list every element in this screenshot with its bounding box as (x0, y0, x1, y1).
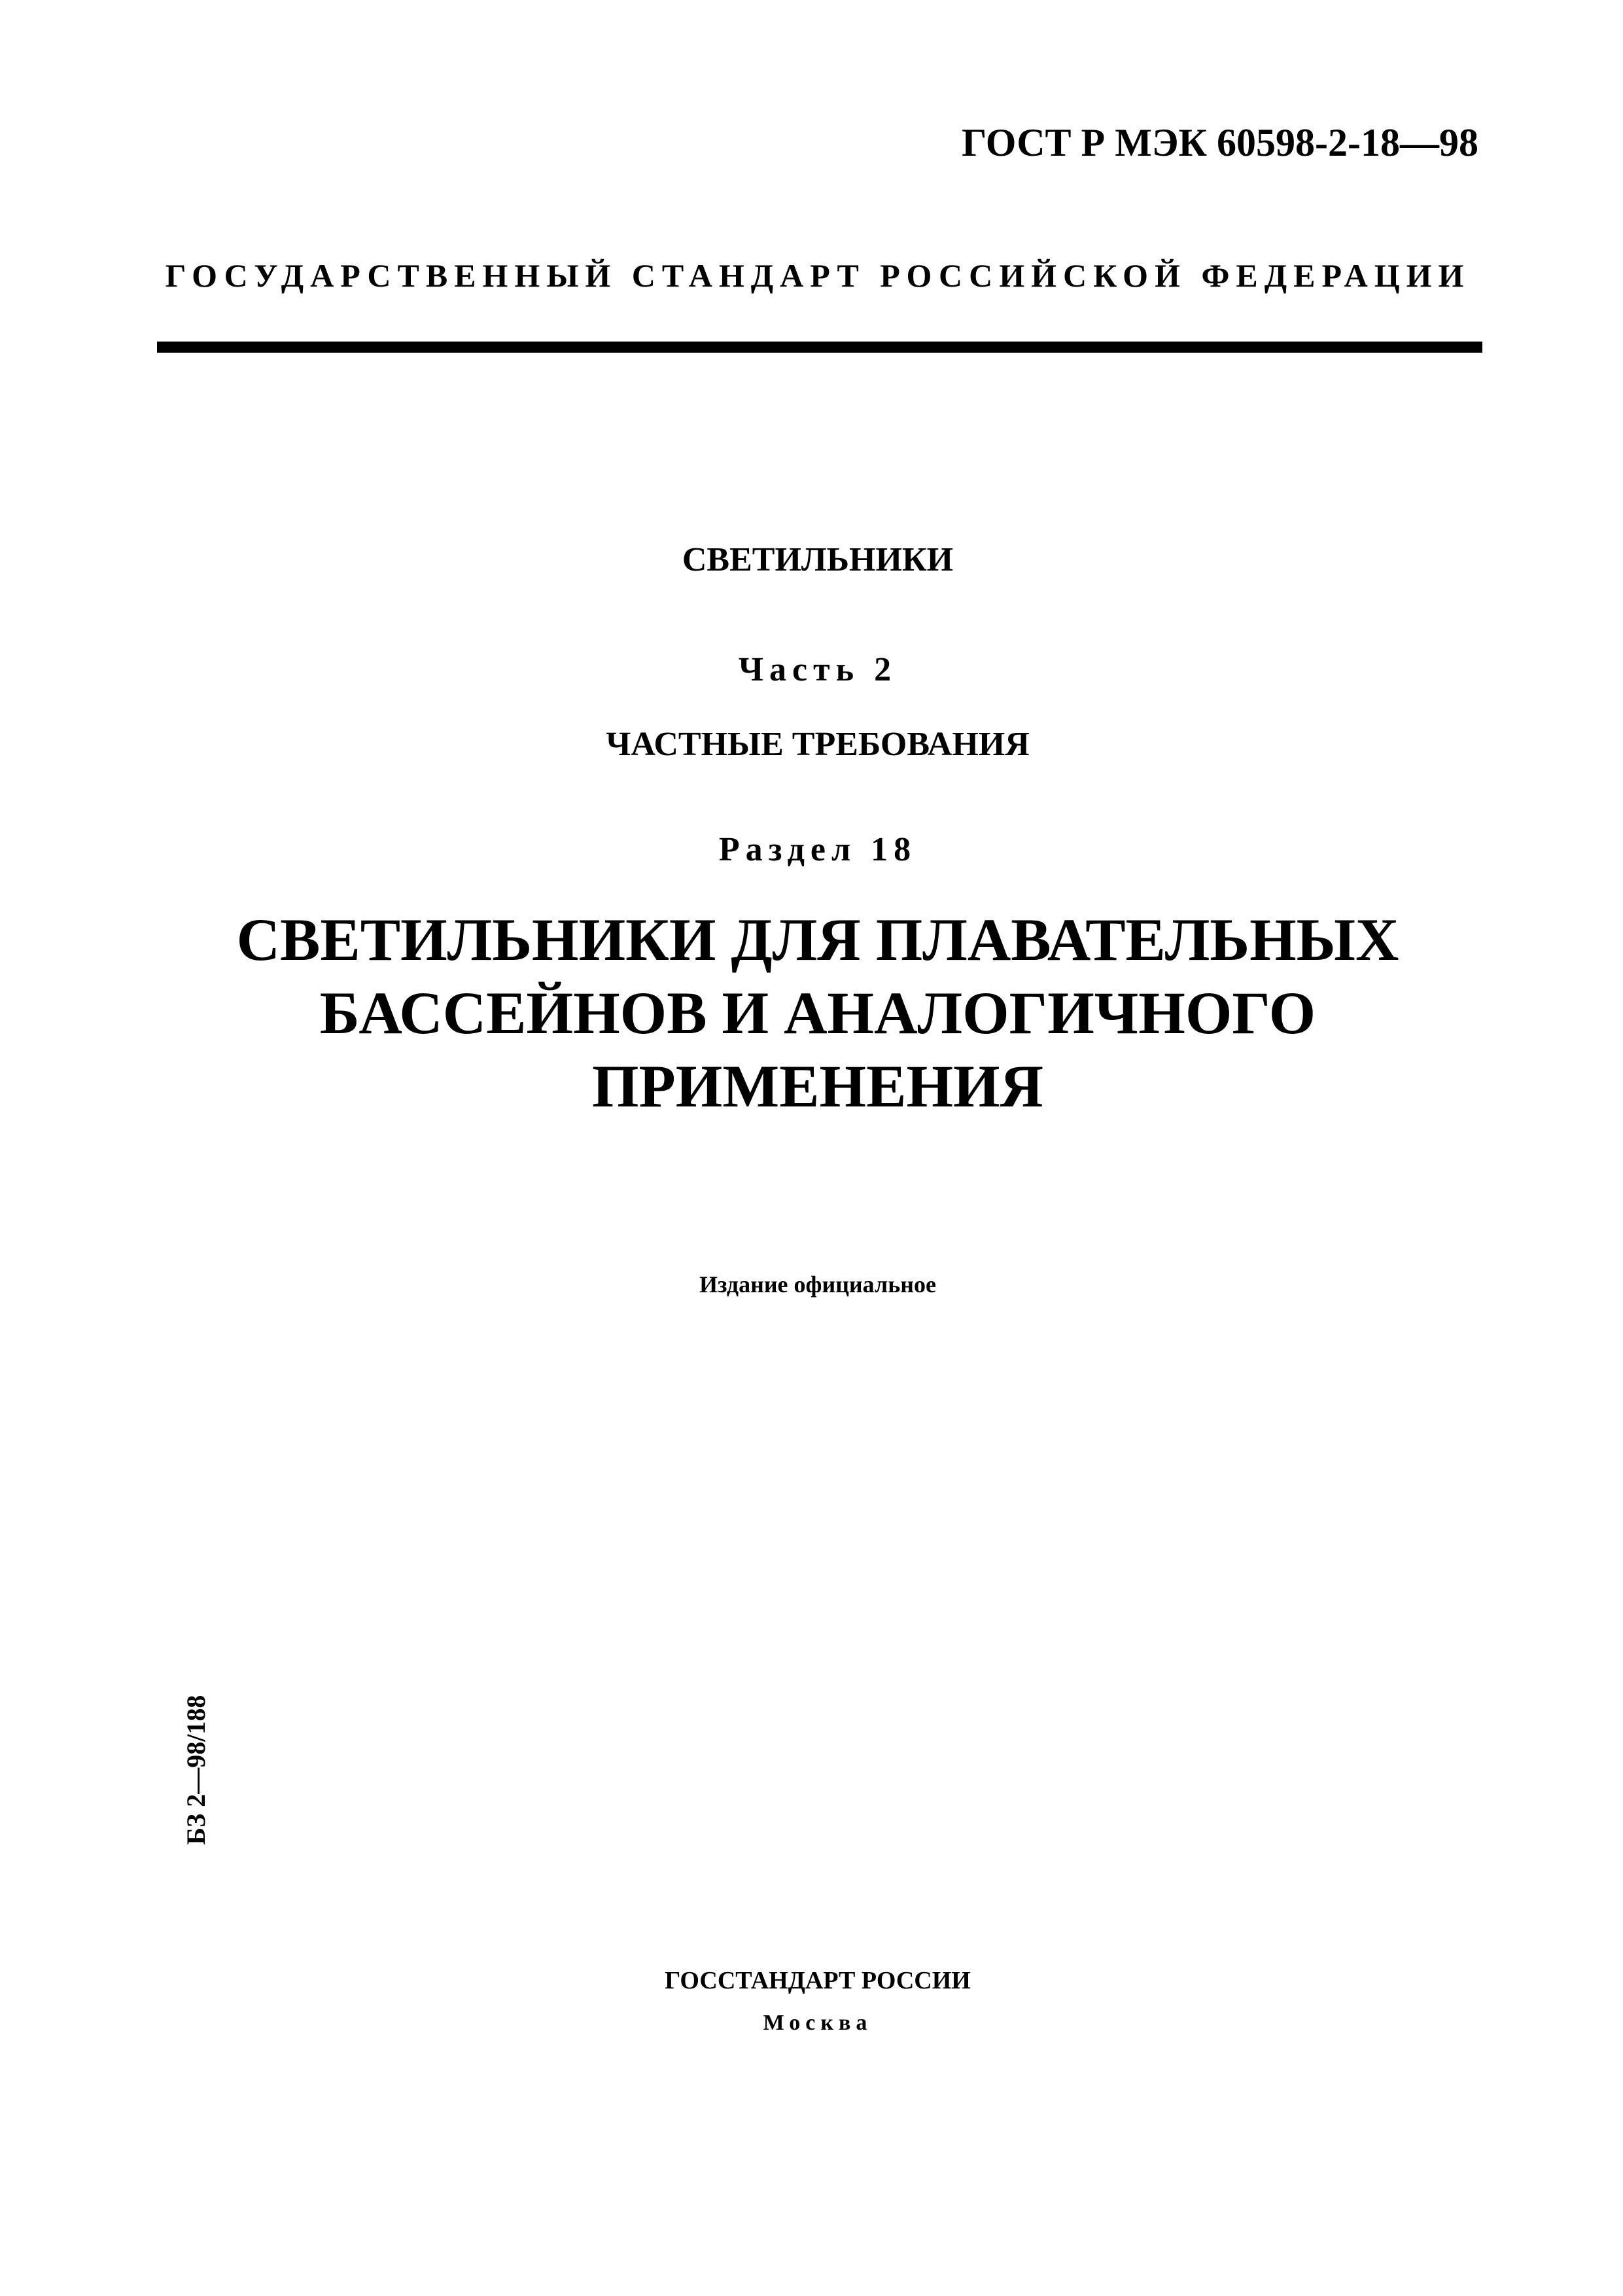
section-heading: Раздел 18 (718, 831, 917, 868)
requirements-heading: ЧАСТНЫЕ ТРЕБОВАНИЯ (606, 726, 1030, 763)
document-title (157, 903, 1478, 1123)
part-heading: Часть 2 (738, 651, 898, 688)
agency-heading: ГОСУДАРСТВЕННЫЙ СТАНДАРТ РОССИЙСКОЙ ФЕДЕРАЦИИ (165, 257, 1471, 294)
standard-number: ГОСТ Р МЭК 60598-2-18—98 (962, 121, 1478, 164)
publisher: ГОССТАНДАРТ РОССИИ (665, 1967, 971, 1994)
topic-heading: СВЕТИЛЬНИКИ (682, 541, 954, 578)
side-code: БЗ 2—98/188 (181, 1695, 211, 1845)
title-line: БАССЕЙНОВ И АНАЛОГИЧНОГО (319, 980, 1316, 1046)
edition-note: Издание официальное (699, 1271, 936, 1298)
title-line: ПРИМЕНЕНИЯ (592, 1053, 1043, 1120)
title-line: СВЕТИЛЬНИКИ ДЛЯ ПЛАВАТЕЛЬНЫХ (236, 906, 1399, 973)
city: Москва (763, 2011, 873, 2035)
header-divider (157, 342, 1482, 353)
